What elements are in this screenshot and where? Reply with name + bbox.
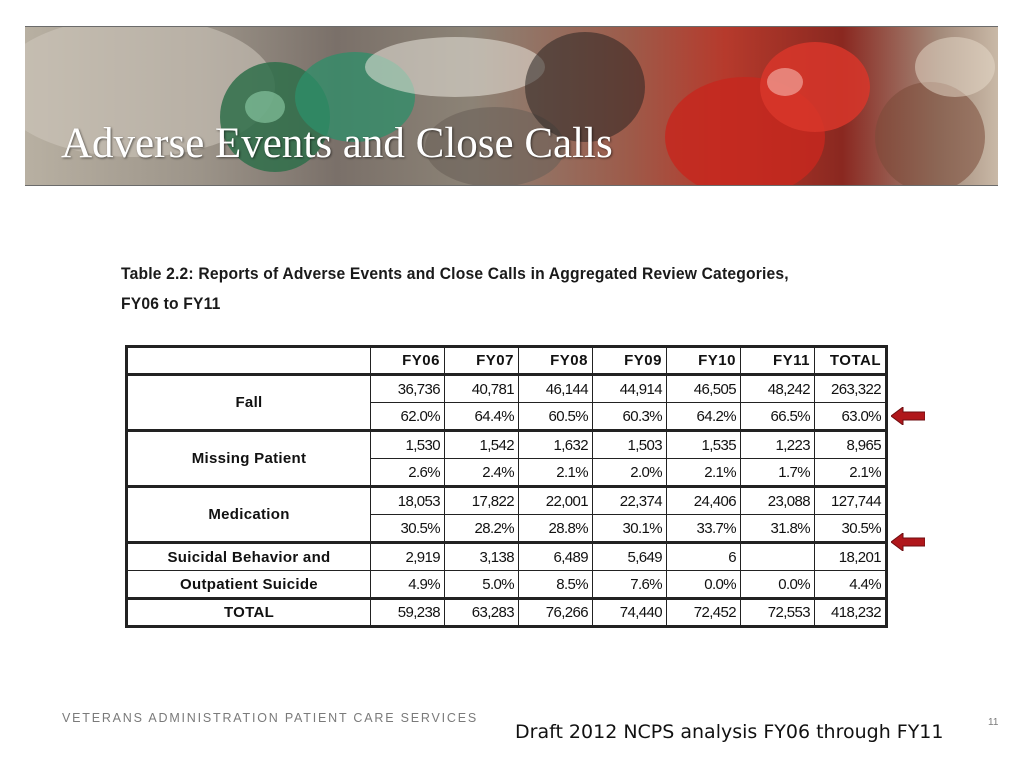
header-fy10: FY10 (667, 347, 741, 375)
cell: 8,965 (815, 431, 887, 459)
cell: 22,374 (593, 487, 667, 515)
table-row (127, 375, 887, 403)
row-label-fall: Fall (127, 375, 371, 431)
row-label-missing-patient: Missing Patient (127, 431, 371, 487)
table-row (127, 571, 887, 599)
cell: 8.5% (519, 571, 593, 599)
cell: 5,649 (593, 543, 667, 571)
cell: 44,914 (593, 375, 667, 403)
header-fy09: FY09 (593, 347, 667, 375)
table-row (127, 431, 887, 459)
cell: 30.5% (815, 515, 887, 543)
header-fy11: FY11 (741, 347, 815, 375)
cell: 6 (667, 543, 741, 571)
footer-source-note: Draft 2012 NCPS analysis FY06 through FY11 (515, 721, 944, 743)
cell: 28.2% (445, 515, 519, 543)
cell: 60.5% (519, 403, 593, 431)
cell: 2.6% (371, 459, 445, 487)
table-row (127, 487, 887, 515)
cell: 2,919 (371, 543, 445, 571)
row-label-medication: Medication (127, 487, 371, 543)
header-fy06: FY06 (371, 347, 445, 375)
cell: 1,535 (667, 431, 741, 459)
left-arrow-icon (891, 407, 925, 425)
cell: 76,266 (519, 599, 593, 627)
cell: 48,242 (741, 375, 815, 403)
cell: 7.6% (593, 571, 667, 599)
cell: 64.4% (445, 403, 519, 431)
cell: 4.4% (815, 571, 887, 599)
caption-line-1: Table 2.2: Reports of Adverse Events and Close Calls in Aggregated Review Categories, (121, 264, 789, 283)
cell: 5.0% (445, 571, 519, 599)
cell: 74,440 (593, 599, 667, 627)
cell: 2.4% (445, 459, 519, 487)
cell: 3,138 (445, 543, 519, 571)
cell: 2.1% (667, 459, 741, 487)
cell: 1,542 (445, 431, 519, 459)
cell: 6,489 (519, 543, 593, 571)
header-blank (127, 347, 371, 375)
cell: 22,001 (519, 487, 593, 515)
cell: 1,530 (371, 431, 445, 459)
cell: 28.8% (519, 515, 593, 543)
cell: 23,088 (741, 487, 815, 515)
title-banner (25, 26, 998, 186)
row-label-suicidal-line-1: Suicidal Behavior and (127, 543, 371, 571)
caption-line-2: FY06 to FY11 (121, 294, 221, 313)
total-row (127, 599, 887, 627)
cell: 2.1% (519, 459, 593, 487)
table-caption (121, 259, 789, 319)
cell: 33.7% (667, 515, 741, 543)
page-number: 11 (988, 717, 999, 728)
cell: 418,232 (815, 599, 887, 627)
table-header-row (127, 347, 887, 375)
cell: 0.0% (667, 571, 741, 599)
cell: 46,144 (519, 375, 593, 403)
cell: 18,053 (371, 487, 445, 515)
cell: 66.5% (741, 403, 815, 431)
cell: 36,736 (371, 375, 445, 403)
cell: 59,238 (371, 599, 445, 627)
header-fy08: FY08 (519, 347, 593, 375)
row-label-suicidal-line-2: Outpatient Suicide (127, 571, 371, 599)
cell: 60.3% (593, 403, 667, 431)
cell: 4.9% (371, 571, 445, 599)
cell: 40,781 (445, 375, 519, 403)
cell: 1.7% (741, 459, 815, 487)
header-total: TOTAL (815, 347, 887, 375)
cell: 72,452 (667, 599, 741, 627)
row-label-total: TOTAL (127, 599, 371, 627)
cell: 63,283 (445, 599, 519, 627)
left-arrow-icon (891, 533, 925, 551)
cell: 72,553 (741, 599, 815, 627)
table-row (127, 543, 887, 571)
cell: 1,503 (593, 431, 667, 459)
cell: 46,505 (667, 375, 741, 403)
cell: 64.2% (667, 403, 741, 431)
cell: 30.5% (371, 515, 445, 543)
cell: 0.0% (741, 571, 815, 599)
cell (741, 543, 815, 571)
events-table (125, 345, 888, 628)
footer-organization: VETERANS ADMINISTRATION PATIENT CARE SERVICES (62, 711, 479, 725)
cell: 2.0% (593, 459, 667, 487)
cell: 24,406 (667, 487, 741, 515)
cell: 17,822 (445, 487, 519, 515)
cell: 31.8% (741, 515, 815, 543)
slide-title: Adverse Events and Close Calls (61, 120, 613, 167)
cell: 1,632 (519, 431, 593, 459)
cell: 1,223 (741, 431, 815, 459)
cell: 30.1% (593, 515, 667, 543)
cell: 63.0% (815, 403, 887, 431)
cell: 62.0% (371, 403, 445, 431)
cell: 127,744 (815, 487, 887, 515)
cell: 18,201 (815, 543, 887, 571)
header-fy07: FY07 (445, 347, 519, 375)
cell: 2.1% (815, 459, 887, 487)
cell: 263,322 (815, 375, 887, 403)
